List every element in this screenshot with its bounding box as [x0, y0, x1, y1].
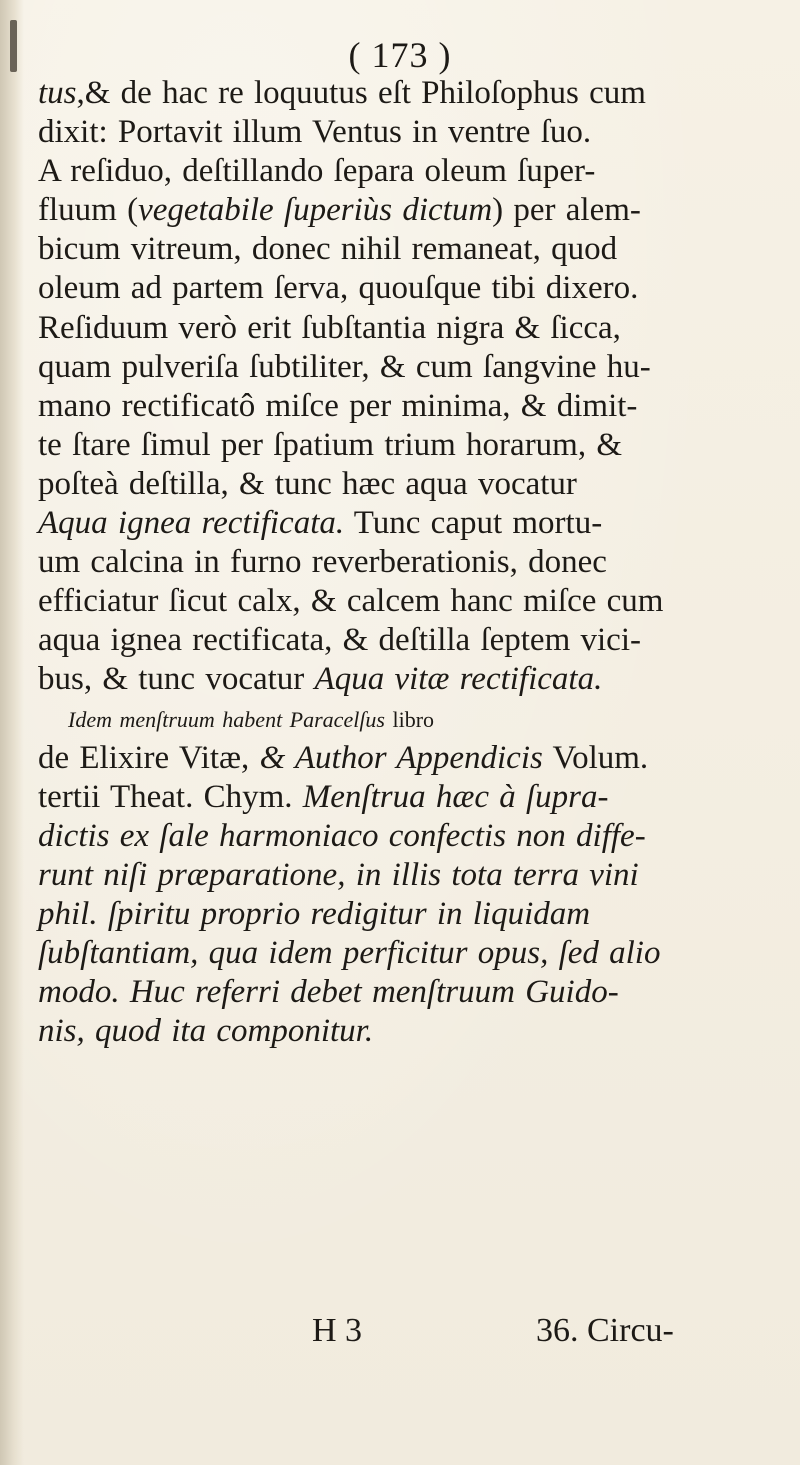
page-number: ( 173 ) [348, 35, 452, 75]
italic-text-segment: modo. Huc referri debet menſtruum Guido- [38, 974, 619, 1011]
page-footer [0, 1312, 800, 1362]
italic-text-segment: phil. ſpiritu proprio redigitur in liquidam [38, 895, 591, 932]
text-segment: libro [385, 706, 435, 732]
text-line [38, 113, 778, 152]
text-segment: de Elixire Vitæ, [38, 739, 260, 776]
text-segment: ) per alem- [492, 192, 641, 229]
text-line [38, 817, 778, 856]
text-segment: aqua ignea rectificata, & deſtilla ſeptem vici- [38, 622, 641, 659]
text-segment: Tunc caput mortu- [344, 505, 603, 542]
body-text [38, 74, 778, 1051]
text-segment: te ſtare ſimul per ſpatium trium horarum, & [38, 426, 623, 463]
italic-text-segment: Aqua vitæ rectificata. [314, 661, 603, 698]
text-line [38, 1012, 778, 1051]
text-segment: tertii Theat. Chym. [38, 778, 303, 815]
italic-text-segment: tus [38, 75, 77, 111]
italic-text-segment: vegetabile ſuperiùs dictum [138, 192, 493, 229]
text-line [38, 230, 778, 269]
catchword: 36. Circu- [536, 1312, 674, 1349]
text-segment: um calcina in furno reverberationis, donec [38, 544, 607, 581]
text-segment: bicum vitreum, donec nihil remaneat, quod [38, 231, 618, 268]
text-segment: poſteà deſtilla, & tunc hæc aqua vocatur [38, 465, 577, 502]
text-line [38, 191, 778, 230]
italic-text-segment: dictis ex ſale harmoniaco confectis non diffe- [38, 817, 646, 854]
italic-text-segment: ſubſtantiam, qua idem perficitur opus, ſed alio [38, 935, 661, 972]
text-line [38, 152, 778, 191]
text-line [38, 934, 778, 973]
signature-mark: H 3 [312, 1312, 363, 1349]
italic-text-segment: Idem menſtruum habent Paracelſus [68, 706, 385, 732]
text-line [38, 426, 778, 465]
text-segment: mano rectificatô miſce per minima, & dimit- [38, 387, 638, 424]
text-line [38, 778, 778, 817]
text-line [38, 465, 778, 504]
text-line [38, 621, 778, 660]
text-segment: oleum ad partem ſerva, quouſque tibi dixero. [38, 270, 639, 307]
text-segment: Volum. [542, 739, 649, 776]
text-line [38, 739, 778, 778]
text-line [38, 543, 778, 582]
text-segment: Reſiduum verò erit ſubſtantia nigra & ſicca, [38, 309, 621, 346]
text-line [38, 348, 778, 387]
text-line [38, 269, 778, 308]
italic-text-segment: Menſtrua hæc à ſupra- [302, 778, 609, 815]
text-line [38, 504, 778, 543]
text-line [38, 700, 778, 739]
text-segment: A reſiduo, deſtillando ſepara oleum ſuper- [38, 153, 596, 190]
text-line [38, 582, 778, 621]
text-line [38, 973, 778, 1012]
text-segment: bus, & tunc vocatur [38, 661, 315, 698]
italic-text-segment: Aqua ignea rectificata. [38, 505, 345, 542]
text-line [38, 660, 778, 699]
text-line [38, 74, 778, 113]
text-line [38, 856, 778, 895]
text-segment: efficiatur ſicut calx, & calcem hanc miſce cum [38, 583, 664, 620]
text-segment: fluum ( [38, 192, 139, 229]
text-line [38, 387, 778, 426]
text-segment: quam pulveriſa ſubtiliter, & cum ſangvine hu- [38, 348, 651, 385]
italic-text-segment: nis, quod ita componitur. [38, 1013, 374, 1050]
text-segment: ,& de hac re loquutus eſt Philoſophus cum [76, 75, 646, 111]
text-segment: dixit: Portavit illum Ventus in ventre ſuo. [38, 114, 592, 151]
text-line [38, 309, 778, 348]
italic-text-segment: runt niſi præparatione, in illis tota terra vini [38, 856, 639, 893]
text-line [38, 895, 778, 934]
italic-text-segment: & Author Appendicis [259, 739, 543, 776]
binding-gutter [0, 0, 24, 1465]
